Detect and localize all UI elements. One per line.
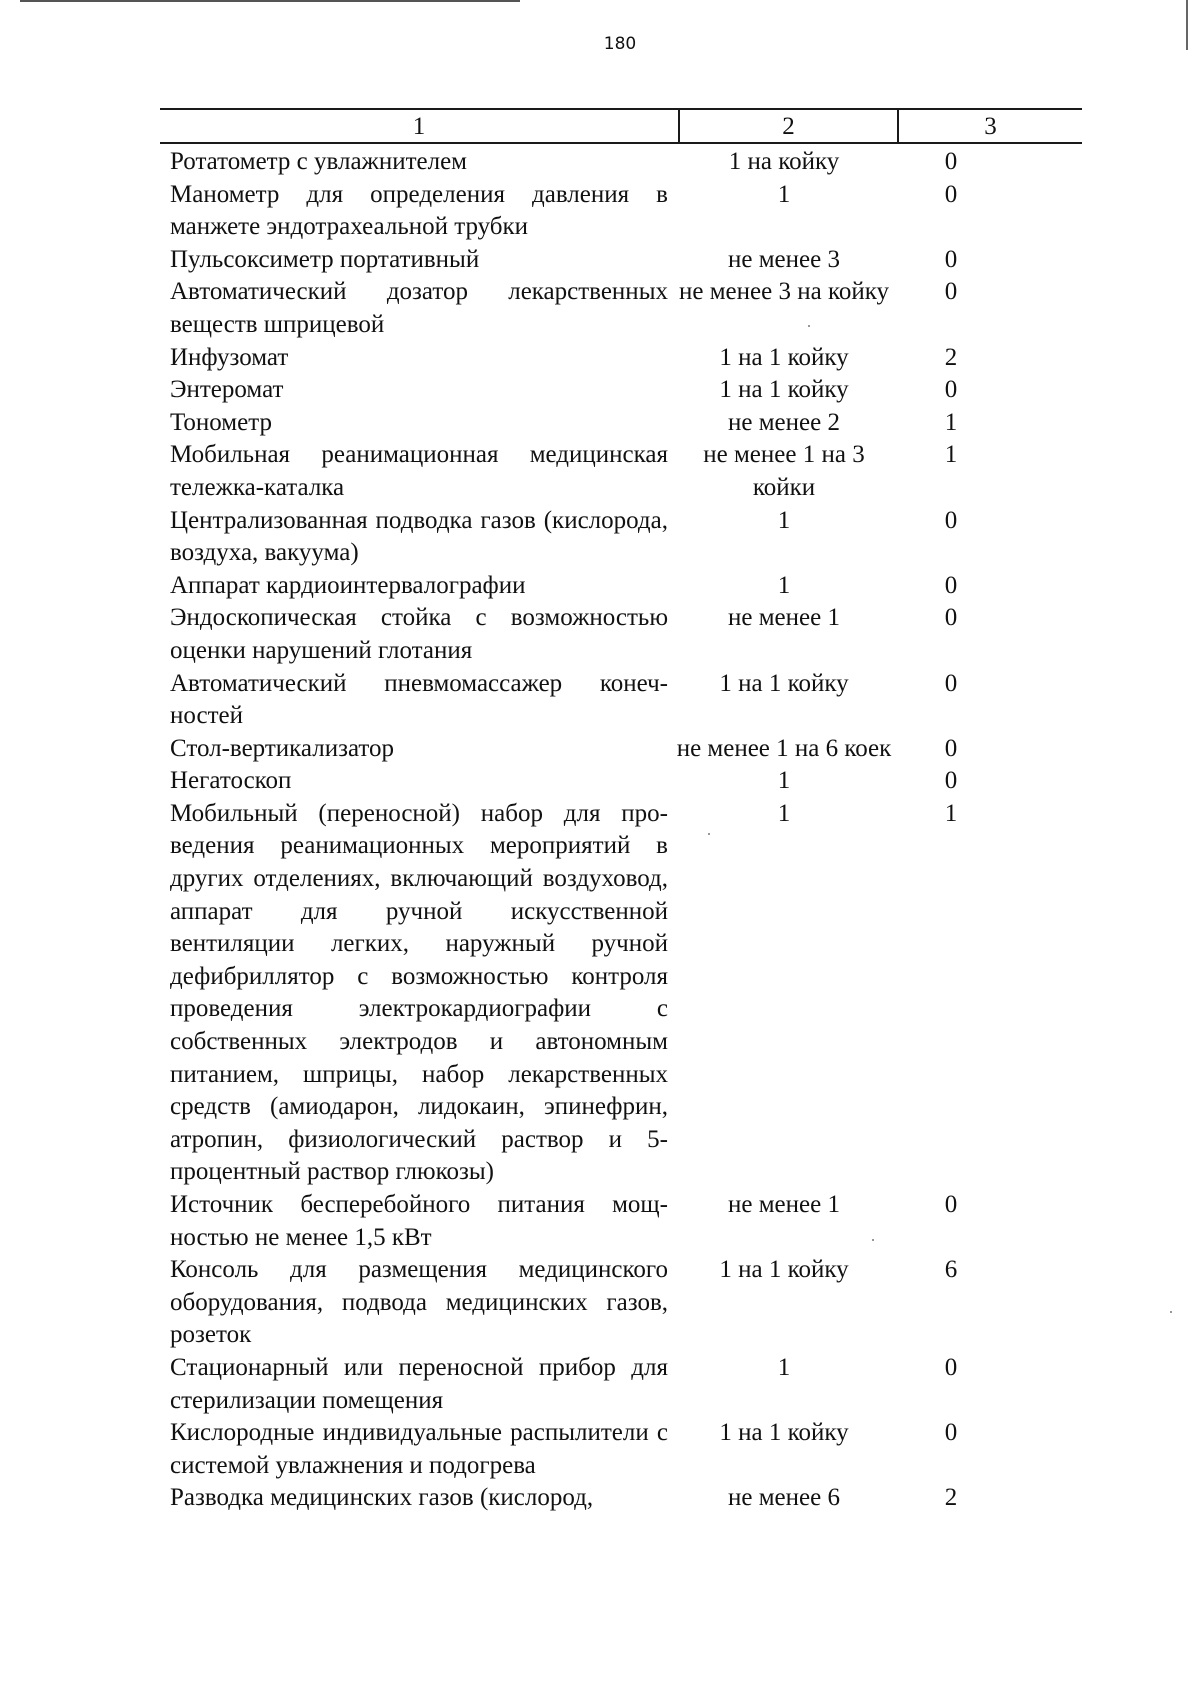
item-name-cell: Пульсоксиметр портативный xyxy=(170,245,480,273)
count-cell: 6 xyxy=(944,1256,958,1284)
quantity-cell: 1 на койку xyxy=(728,148,840,175)
item-name-cell: Мобильный (переносной) набор для проведения реанимационных мероприятий в других отделениях, включающий воздуховод, аппарат для ручной искусственной вентиляции легких, наружный ручной дефибриллятор с возможностью контроля проведения электрокардиографии с собственных электродов и автономным питанием, шприцы, набор лекарственных средств (амиодарон, лидокаин, эпинефрин, атропин, физиологический раствор и 5-процентный раствор глюкозы) xyxy=(170,799,668,1186)
quantity-cell: 1 xyxy=(777,571,791,599)
item-name-cell: Ротатометр с увлажнителем xyxy=(170,148,467,175)
item-name-cell: Манометр для определения давления в манжете эндотрахеальной трубки xyxy=(170,180,668,241)
table-row xyxy=(170,570,1060,603)
count-cell: 0 xyxy=(944,180,958,208)
count-cell: 0 xyxy=(944,604,958,632)
quantity-cell: не менее 2 xyxy=(728,408,840,436)
quantity-cell: не менее 6 xyxy=(728,1484,840,1512)
count-cell: 0 xyxy=(944,278,958,306)
item-name-cell: Автоматический пневмомассажер конечностей xyxy=(170,669,668,730)
count-cell: 0 xyxy=(944,148,958,175)
header-col-2: 2 xyxy=(782,113,795,140)
item-name-cell: Негатоскоп xyxy=(170,767,292,795)
quantity-cell: 1 xyxy=(777,1353,791,1381)
quantity-cell: 1 на 1 койку xyxy=(719,669,849,697)
quantity-cell: не менее 1 на 6 коек xyxy=(676,734,892,762)
table-row xyxy=(170,1352,1060,1417)
count-cell: 0 xyxy=(944,1191,958,1218)
table-row xyxy=(170,374,1060,407)
header-col-3: 3 xyxy=(984,113,997,140)
quantity-cell: не менее 1 на 3 койки xyxy=(703,441,865,501)
count-cell: 0 xyxy=(944,1353,958,1381)
count-cell: 0 xyxy=(944,1419,958,1447)
item-name-cell: Автоматический дозатор лекарственных веществ шприцевой xyxy=(170,278,668,338)
table-row xyxy=(170,733,1060,766)
count-cell: 1 xyxy=(944,441,958,469)
table-row xyxy=(170,602,1060,667)
item-name-cell: Разводка медицинских газов (кислород, xyxy=(170,1484,594,1512)
quantity-cell: 1 xyxy=(777,799,791,827)
item-name-cell: Кислородные индивидуальные распылители с системой увлажнения и подогрева xyxy=(170,1419,668,1479)
table-row xyxy=(170,342,1060,375)
count-cell: 1 xyxy=(944,799,958,827)
quantity-cell: 1 на 1 койку xyxy=(719,376,849,404)
item-name-cell: Мобильная реанимационная медицинская тележка-каталка xyxy=(170,441,668,501)
header-col-1: 1 xyxy=(412,113,426,140)
table-top-rule xyxy=(160,108,1082,110)
quantity-cell: 1 на 1 койку xyxy=(719,1419,849,1447)
table-row xyxy=(170,668,1060,733)
item-name-cell: Консоль для размещения медицинского оборудования, подвода медицинских газов, розеток xyxy=(170,1256,668,1349)
count-cell: 0 xyxy=(944,767,958,795)
quantity-cell: 1 xyxy=(777,180,791,208)
table-row xyxy=(170,1482,1060,1515)
item-name-cell: Стационарный или переносной прибор для стерилизации помещения xyxy=(170,1353,668,1414)
table-row xyxy=(170,244,1060,277)
quantity-cell: 1 xyxy=(777,767,791,795)
count-cell: 0 xyxy=(944,734,958,762)
scan-speck xyxy=(1170,1311,1172,1313)
quantity-cell: не менее 3 на койку xyxy=(679,278,889,306)
count-cell: 0 xyxy=(944,245,958,273)
table-body xyxy=(170,146,1060,1515)
item-name-cell: Энтеромат xyxy=(170,376,284,404)
count-cell: 2 xyxy=(944,343,958,371)
count-cell: 0 xyxy=(944,571,958,599)
table-row xyxy=(170,765,1060,798)
table-header-rule xyxy=(160,142,1082,144)
table-row xyxy=(170,505,1060,570)
item-name-cell: Инфузомат xyxy=(170,343,289,371)
quantity-cell: не менее 1 xyxy=(728,604,840,632)
item-name-cell: Тонометр xyxy=(170,408,272,436)
table-row xyxy=(170,276,1060,341)
table-row xyxy=(170,439,1060,504)
count-cell: 1 xyxy=(944,408,958,436)
quantity-cell: 1 xyxy=(777,506,791,534)
table-row xyxy=(170,407,1060,440)
count-cell: 0 xyxy=(944,506,958,534)
table-row xyxy=(170,798,1060,1189)
item-name-cell: Эндоскопическая стойка с возможностью оценки нарушений глотания xyxy=(170,604,668,664)
table-row xyxy=(170,1254,1060,1352)
item-name-cell: Централизованная подводка газов (кислорода, воздуха, вакуума) xyxy=(170,506,668,567)
table-row xyxy=(170,1417,1060,1482)
quantity-cell: 1 на 1 койку xyxy=(719,1256,849,1284)
item-name-cell: Аппарат кардиоинтервалографии xyxy=(170,571,526,599)
count-cell: 2 xyxy=(944,1484,958,1512)
table-row xyxy=(170,146,1060,179)
table-row xyxy=(170,1189,1060,1254)
item-name-cell: Источник бесперебойного питания мощностью не менее 1,5 кВт xyxy=(170,1191,668,1251)
scan-edge-top xyxy=(20,0,520,2)
count-cell: 0 xyxy=(944,669,958,697)
quantity-cell: 1 на 1 койку xyxy=(719,343,849,371)
quantity-cell: не менее 3 xyxy=(728,245,840,273)
count-cell: 0 xyxy=(944,376,958,404)
item-name-cell: Стол-вертикализатор xyxy=(170,734,394,762)
quantity-cell: не менее 1 xyxy=(728,1191,840,1218)
table-row xyxy=(170,179,1060,244)
page-number: 180 xyxy=(603,34,637,54)
